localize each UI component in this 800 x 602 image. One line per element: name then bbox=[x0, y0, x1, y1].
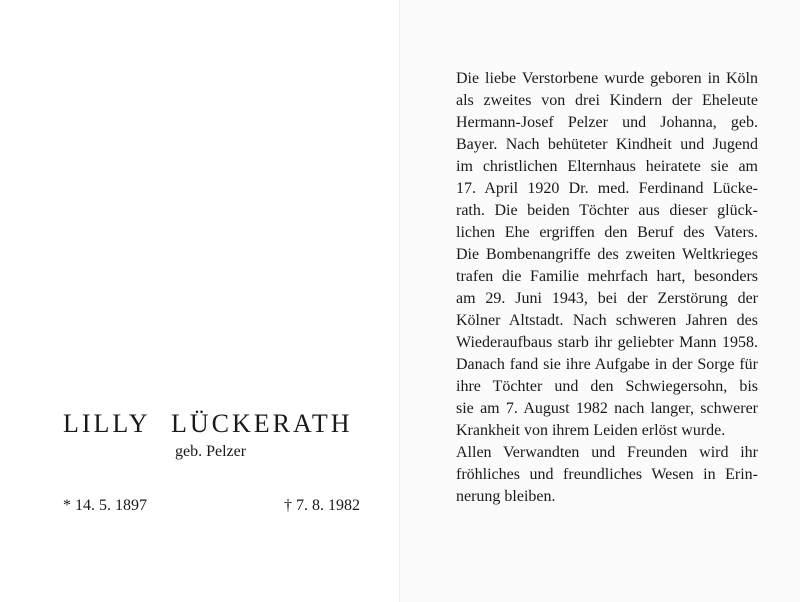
bio-line: sie am 7. August 1982 nach langer, schwerer bbox=[456, 400, 758, 417]
bio-line: am 29. Juni 1943, bei der Zerstörung der bbox=[456, 290, 758, 307]
bio-line: Danach fand sie ihre Aufgabe in der Sorge für bbox=[456, 356, 758, 373]
bio-line: ihre Töchter und den Schwiegersohn, bis bbox=[456, 378, 758, 395]
bio-line: Krankheit von ihrem Leiden erlöst wurde. bbox=[456, 422, 726, 439]
bio-line: nerung bleiben. bbox=[456, 488, 556, 505]
death-date: † 7. 8. 1982 bbox=[284, 497, 360, 514]
birth-date: * 14. 5. 1897 bbox=[63, 497, 147, 514]
bio-line: Kölner Altstadt. Nach schweren Jahren des bbox=[456, 312, 758, 329]
bio-line: Bayer. Nach behüteter Kindheit und Jugend bbox=[456, 136, 758, 153]
bio-line: 17. April 1920 Dr. med. Ferdinand Lücke- bbox=[456, 180, 758, 197]
bio-line: Die Bombenangriffe des zweiten Weltkrieges bbox=[456, 246, 758, 263]
bio-line: trafen die Familie mehrfach hart, besonders bbox=[456, 268, 758, 285]
biography-text bbox=[456, 68, 758, 508]
maiden-name: geb. Pelzer bbox=[175, 443, 247, 460]
bio-line: fröhliches und freundliches Wesen in Erin- bbox=[456, 466, 758, 483]
bio-line: Hermann-Josef Pelzer und Johanna, geb. bbox=[456, 114, 758, 131]
bio-line: Wiederaufbaus starb ihr geliebter Mann 1958. bbox=[456, 334, 758, 351]
bio-line: im christlichen Elternhaus heiratete sie am bbox=[456, 158, 758, 175]
deceased-name: LILLY LÜCKERATH bbox=[63, 409, 353, 438]
bio-line: Die liebe Verstorbene wurde geboren in Köln bbox=[456, 70, 758, 87]
bio-line: lichen Ehe ergriffen den Beruf des Vaters. bbox=[456, 224, 758, 241]
bio-line: rath. Die beiden Töchter aus dieser glück- bbox=[456, 202, 758, 219]
bio-line: als zweites von drei Kindern der Eheleute bbox=[456, 92, 758, 109]
bio-line: Allen Verwandten und Freunden wird ihr bbox=[456, 444, 758, 461]
